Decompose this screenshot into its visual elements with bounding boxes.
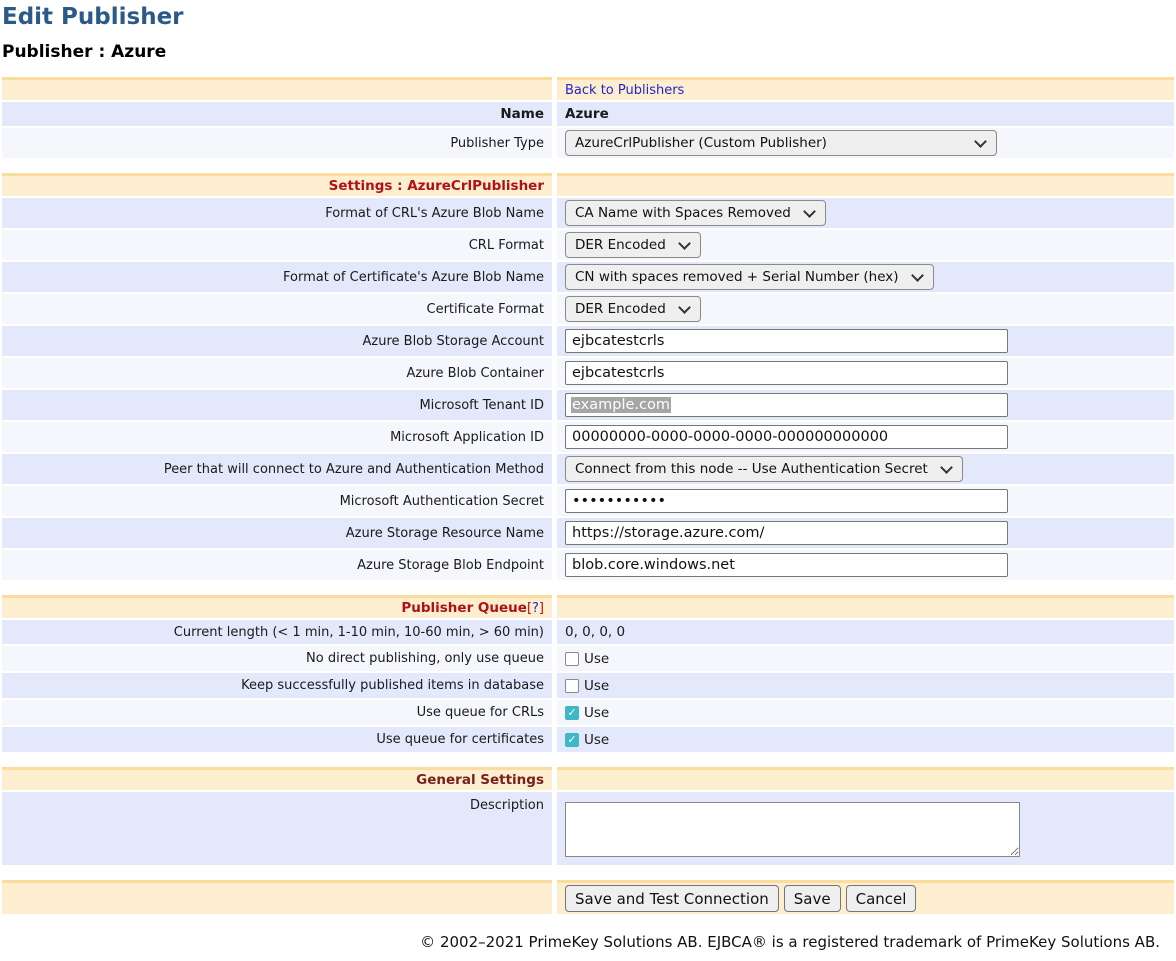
chevron-down-icon <box>803 205 816 218</box>
field-label: Microsoft Application ID <box>2 422 552 452</box>
microsoft-application-id-input[interactable] <box>565 425 1008 449</box>
actions-cell <box>557 880 1174 914</box>
field-label: Azure Blob Container <box>2 358 552 388</box>
check-icon: ✓ <box>567 706 577 719</box>
field-cell <box>557 198 1174 228</box>
description-label: Description <box>2 792 552 865</box>
help-bracket-open: [ <box>526 600 533 616</box>
queue-help-link[interactable]: ? <box>532 600 539 616</box>
actions-table <box>2 880 1174 914</box>
general-settings-table <box>2 767 1174 865</box>
publisher-type-cell <box>557 128 1174 158</box>
crl-blob-name-format-select[interactable] <box>565 200 826 226</box>
queue-header-spacer <box>557 595 1174 618</box>
queue-length-label: Current length (< 1 min, 1-10 min, 10-60 min, > 60 min) <box>2 620 552 644</box>
publisher-info-table <box>2 77 1174 158</box>
publisher-subtitle: Publisher : Azure <box>2 42 167 62</box>
description-textarea[interactable] <box>565 802 1020 857</box>
microsoft-tenant-id-input[interactable] <box>565 393 1008 417</box>
general-section-title: General Settings <box>416 772 544 788</box>
certificate-blob-name-format-select[interactable] <box>565 264 934 290</box>
field-label: Azure Storage Blob Endpoint <box>2 550 552 580</box>
name-value: Azure <box>557 102 1174 126</box>
chevron-down-icon <box>678 237 691 250</box>
queue-section-title-cell <box>2 595 552 618</box>
field-label: Format of Certificate's Azure Blob Name <box>2 262 552 292</box>
peer-authentication-method-select[interactable] <box>565 456 963 482</box>
back-to-publishers-link[interactable]: Back to Publishers <box>565 82 685 98</box>
field-label: Microsoft Authentication Secret <box>2 486 552 516</box>
chevron-down-icon <box>678 301 691 314</box>
field-cell <box>557 230 1174 260</box>
check-icon: ✓ <box>567 733 577 746</box>
field-cell <box>557 326 1174 356</box>
queue-row-cell <box>557 673 1174 698</box>
checkbox-label: Use <box>584 650 610 667</box>
publisher-type-select[interactable] <box>565 130 997 156</box>
settings-section-title: Settings : AzureCrlPublisher <box>328 178 544 194</box>
azure-storage-resource-name-input[interactable] <box>565 521 1008 545</box>
header-spacer <box>2 77 552 100</box>
microsoft-authentication-secret-input[interactable] <box>565 489 1008 513</box>
checkbox-label: Use <box>584 731 610 748</box>
settings-table <box>2 173 1174 580</box>
field-label: Azure Storage Resource Name <box>2 518 552 548</box>
field-label: Azure Blob Storage Account <box>2 326 552 356</box>
save-button[interactable]: Save <box>784 885 841 912</box>
queue-row-label: Use queue for certificates <box>2 727 552 752</box>
queue-row-cell <box>557 646 1174 671</box>
select-value: Connect from this node -- Use Authentication Secret <box>575 461 928 477</box>
publisher-queue-table <box>2 595 1174 752</box>
field-cell <box>557 454 1174 484</box>
field-label: Peer that will connect to Azure and Authentication Method <box>2 454 552 484</box>
field-label: Format of CRL's Azure Blob Name <box>2 198 552 228</box>
page-title: Edit Publisher <box>2 4 184 30</box>
select-value: CA Name with Spaces Removed <box>575 205 791 221</box>
name-label: Name <box>2 102 552 126</box>
checkbox-label: Use <box>584 677 610 694</box>
field-cell <box>557 486 1174 516</box>
selected-text: example.com <box>572 397 670 413</box>
save-and-test-connection-button[interactable]: Save and Test Connection <box>565 885 779 912</box>
settings-section-title-cell <box>2 173 552 196</box>
field-label: Microsoft Tenant ID <box>2 390 552 420</box>
field-cell <box>557 358 1174 388</box>
queue-length-value: 0, 0, 0, 0 <box>557 620 1174 644</box>
publisher-type-label: Publisher Type <box>2 128 552 158</box>
field-cell <box>557 550 1174 580</box>
certificate-format-select[interactable] <box>565 296 701 322</box>
description-cell <box>557 792 1174 865</box>
field-label: Certificate Format <box>2 294 552 324</box>
help-bracket-close: ] <box>538 600 544 616</box>
keep-published-items-checkbox[interactable] <box>565 679 579 693</box>
field-cell <box>557 262 1174 292</box>
actions-spacer <box>2 880 552 914</box>
general-header-spacer <box>557 767 1174 790</box>
field-cell <box>557 390 1174 420</box>
chevron-down-icon <box>974 135 987 148</box>
select-value: CN with spaces removed + Serial Number (hex) <box>575 269 899 285</box>
crl-format-select[interactable] <box>565 232 701 258</box>
field-cell <box>557 518 1174 548</box>
azure-storage-blob-endpoint-input[interactable] <box>565 553 1008 577</box>
chevron-down-icon <box>940 461 953 474</box>
field-cell <box>557 422 1174 452</box>
queue-row-cell <box>557 700 1174 725</box>
queue-row-label: No direct publishing, only use queue <box>2 646 552 671</box>
use-queue-for-certificates-checkbox[interactable] <box>565 733 579 747</box>
field-label: CRL Format <box>2 230 552 260</box>
queue-section-title: Publisher Queue <box>401 600 527 616</box>
field-cell <box>557 294 1174 324</box>
publisher-type-select-value: AzureCrlPublisher (Custom Publisher) <box>575 135 827 151</box>
no-direct-publishing-checkbox[interactable] <box>565 652 579 666</box>
action-buttons <box>565 885 916 912</box>
header-nav-cell <box>557 77 1174 100</box>
general-section-title-cell <box>2 767 552 790</box>
settings-header-spacer <box>557 173 1174 196</box>
azure-blob-container-input[interactable] <box>565 361 1008 385</box>
checkbox-label: Use <box>584 704 610 721</box>
select-value: DER Encoded <box>575 237 666 253</box>
queue-row-label: Use queue for CRLs <box>2 700 552 725</box>
copyright-footer: © 2002–2021 PrimeKey Solutions AB. EJBCA® is a registered trademark of PrimeKey Solutions AB. <box>420 933 1160 951</box>
queue-row-label: Keep successfully published items in database <box>2 673 552 698</box>
use-queue-for-crls-checkbox[interactable] <box>565 706 579 720</box>
azure-blob-storage-account-input[interactable] <box>565 329 1008 353</box>
select-value: DER Encoded <box>575 301 666 317</box>
cancel-button[interactable]: Cancel <box>846 885 917 912</box>
queue-row-cell <box>557 727 1174 752</box>
chevron-down-icon <box>911 269 924 282</box>
